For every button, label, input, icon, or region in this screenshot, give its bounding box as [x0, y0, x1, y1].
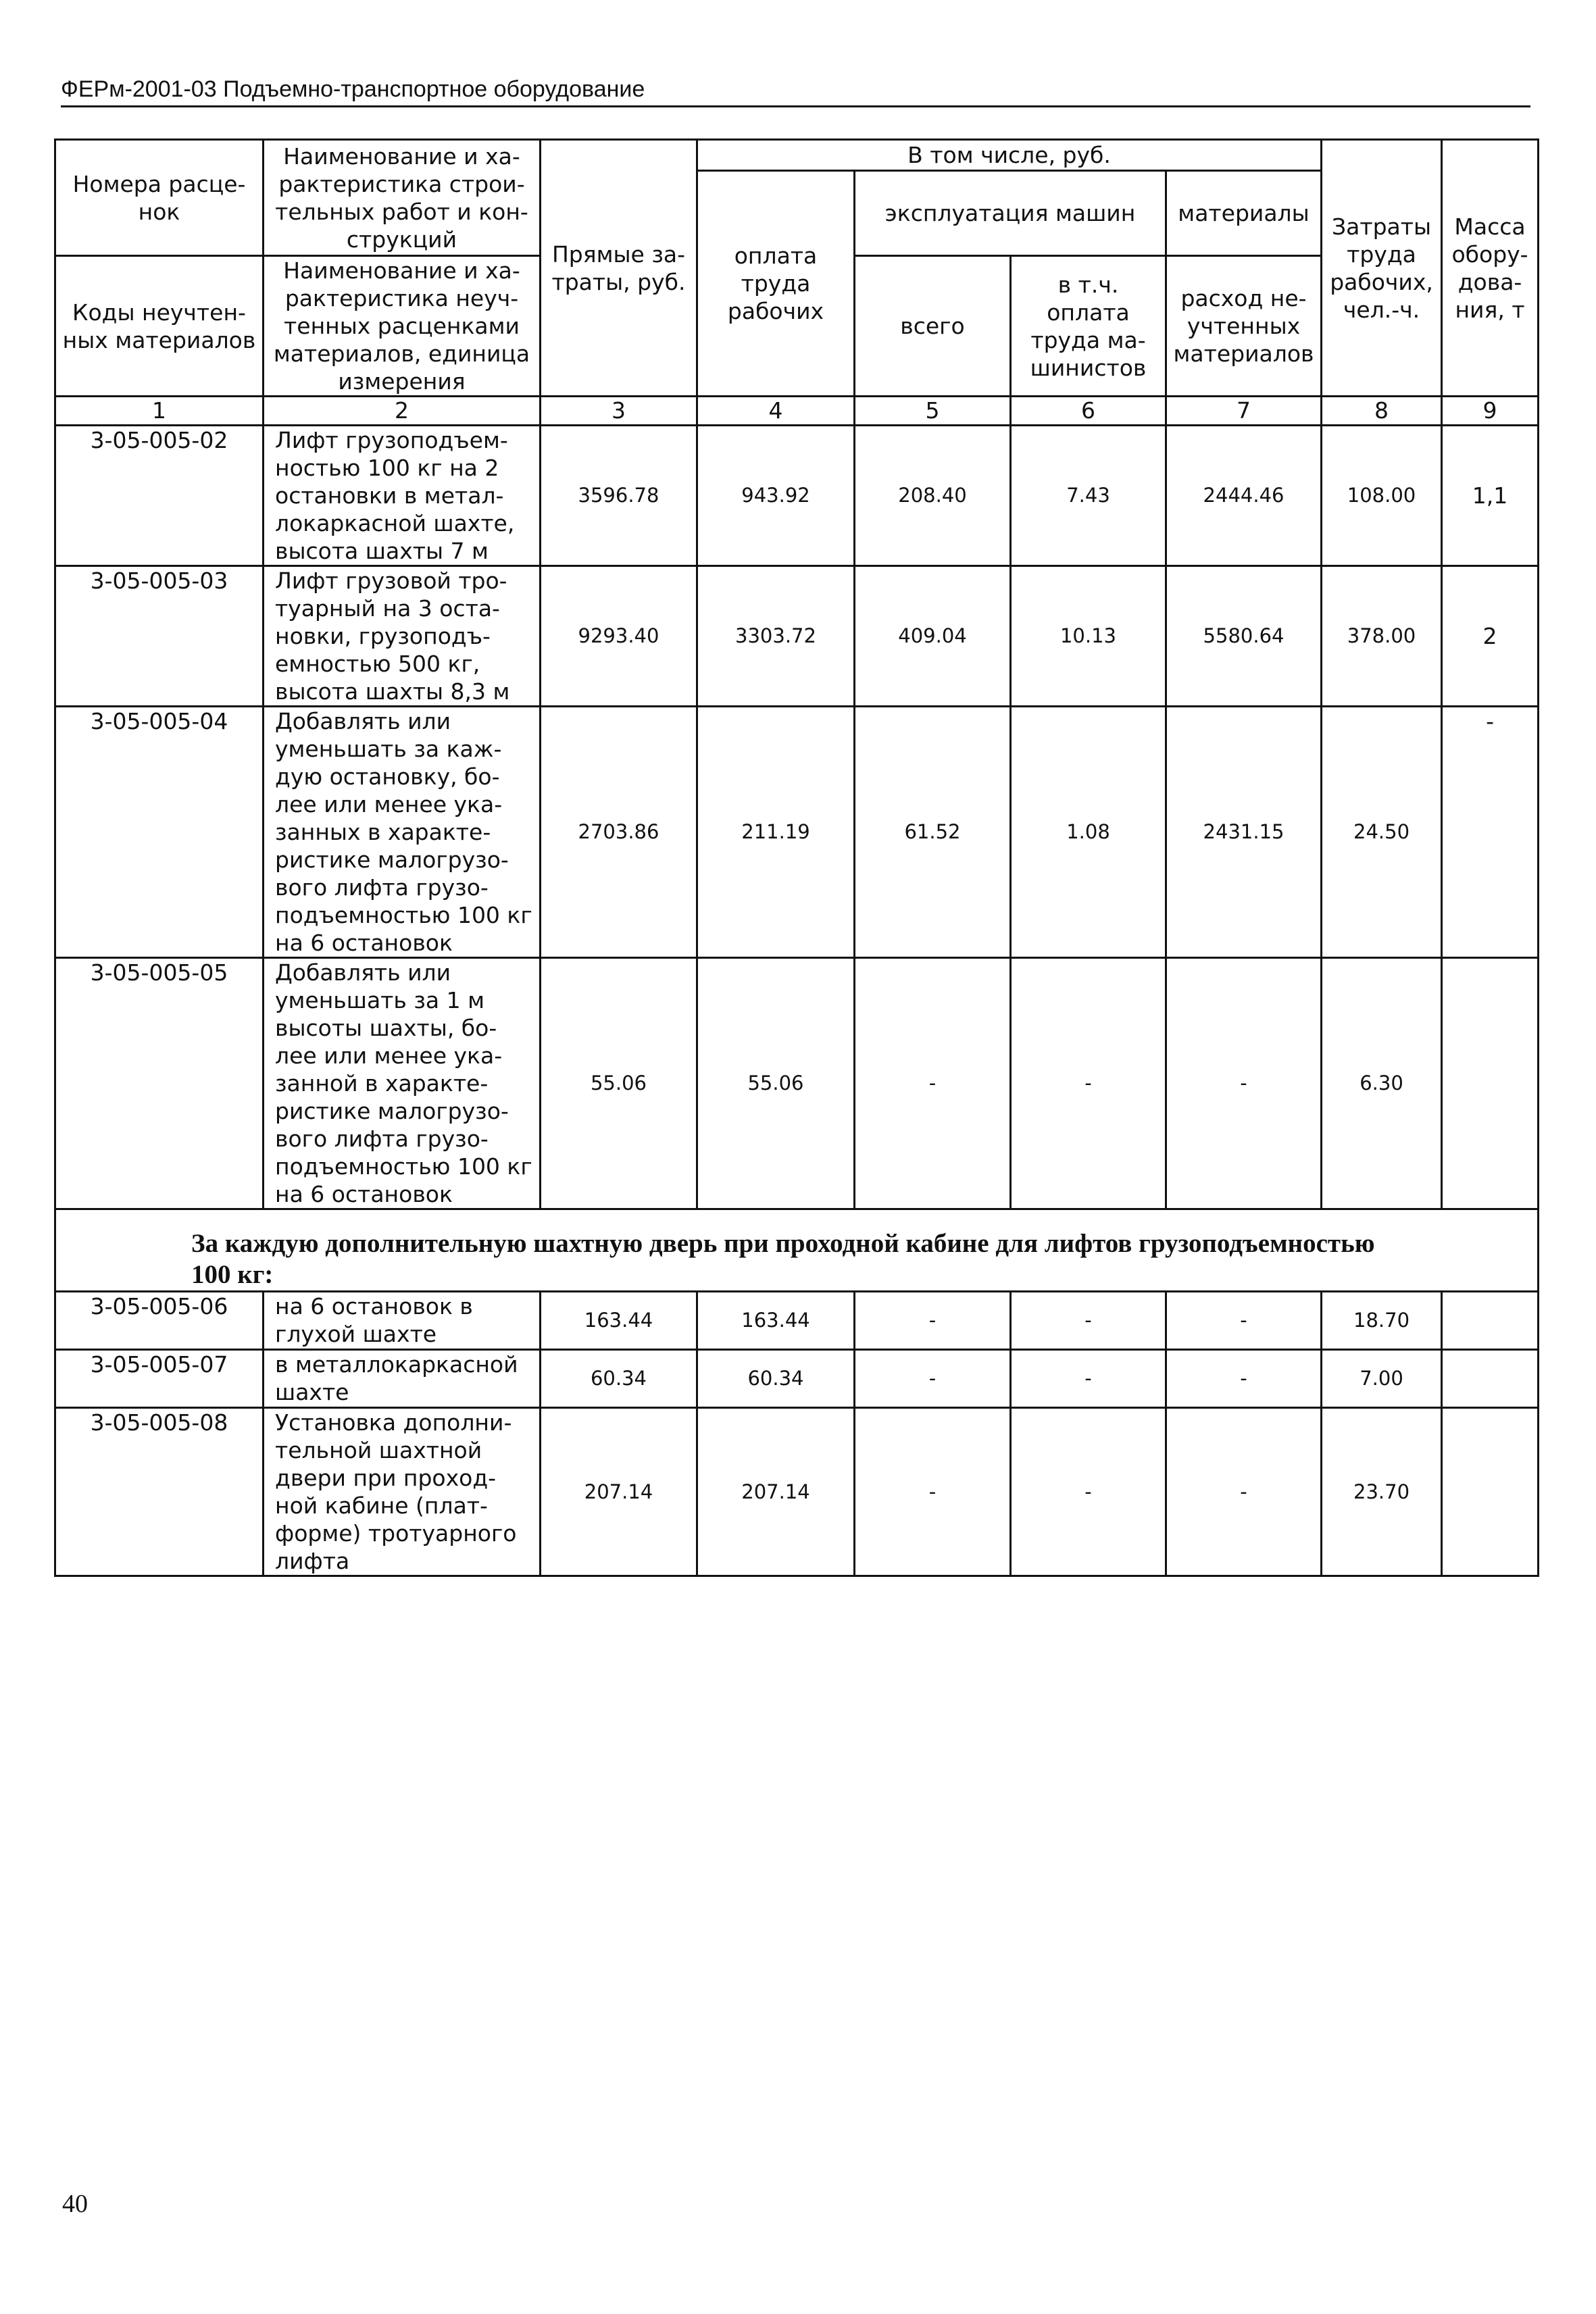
column-number: 3	[541, 397, 697, 426]
machinists-pay-value: 1.08	[1011, 707, 1166, 958]
direct-costs-value: 55.06	[541, 958, 697, 1209]
page-header	[61, 76, 1530, 107]
header-materials: материалы	[1166, 171, 1322, 256]
table-row	[55, 1408, 1539, 1576]
header-machine-operation: эксплуатация машин	[855, 171, 1166, 256]
column-number: 8	[1322, 397, 1442, 426]
worker-pay-value: 943.92	[697, 426, 855, 566]
mass-value	[1442, 1292, 1539, 1350]
header-rate-numbers: Номера расце-нок	[55, 140, 264, 256]
document-title: ФЕРм-2001-03 Подъемно-транспортное оборудование	[61, 76, 645, 102]
rates-table	[54, 139, 1539, 1577]
rate-code: 3-05-005-05	[55, 958, 264, 1209]
mass-value	[1442, 1350, 1539, 1408]
header-unaccounted-materials: расход не-учтенных материалов	[1166, 256, 1322, 397]
table-row	[55, 426, 1539, 566]
column-number: 4	[697, 397, 855, 426]
machines-total-value: -	[855, 1292, 1011, 1350]
column-number: 6	[1011, 397, 1166, 426]
machinists-pay-value: -	[1011, 1292, 1166, 1350]
machines-total-value: 409.04	[855, 566, 1011, 707]
machines-total-value: -	[855, 1350, 1011, 1408]
materials-value: 2431.15	[1166, 707, 1322, 958]
header-worker-pay: оплата труда рабочих	[697, 171, 855, 397]
table-row	[55, 1292, 1539, 1350]
worker-pay-value: 3303.72	[697, 566, 855, 707]
column-number: 2	[264, 397, 541, 426]
work-description: Добавлять или уменьшать за 1 м высоты шахты, бо-лее или менее ука-занной в характе-ристике малогрузо-вого лифта грузо-подъемностью 100 кг на 6 остановок	[264, 958, 541, 1209]
machinists-pay-value: -	[1011, 958, 1166, 1209]
labor-hours-value: 23.70	[1322, 1408, 1442, 1576]
direct-costs-value: 3596.78	[541, 426, 697, 566]
section-heading	[55, 1209, 1539, 1292]
labor-hours-value: 108.00	[1322, 426, 1442, 566]
section-heading-line1: За каждую дополнительную шахтную дверь при проходной кабине для лифтов грузоподъемностью	[191, 1228, 1375, 1258]
work-description: Лифт грузовой тро-туарный на 3 оста-новки, грузоподъ-емностью 500 кг, высота шахты 8,3 м	[264, 566, 541, 707]
header-work-name: Наименование и ха-рактеристика строи-тельных работ и кон-струкций	[264, 140, 541, 256]
work-description: Добавлять или уменьшать за каж-дую остановку, бо-лее или менее ука-занных в характе-ристике малогрузо-вого лифта грузо-подъемностью 100 кг на 6 остановок	[264, 707, 541, 958]
mass-value: 2	[1442, 566, 1539, 707]
machines-total-value: 61.52	[855, 707, 1011, 958]
header-machinists-pay: в т.ч. оплата труда ма-шинистов	[1011, 256, 1166, 397]
worker-pay-value: 55.06	[697, 958, 855, 1209]
mass-value	[1442, 958, 1539, 1209]
page-number: 40	[62, 2190, 88, 2218]
header-labor-hours: Затраты труда рабочих, чел.-ч.	[1322, 140, 1442, 397]
materials-value: -	[1166, 1350, 1322, 1408]
rate-code: 3-05-005-03	[55, 566, 264, 707]
header-material-name: Наименование и ха-рактеристика неуч-тенных расценками материалов, единица измерения	[264, 256, 541, 397]
labor-hours-value: 24.50	[1322, 707, 1442, 958]
mass-value: 1,1	[1442, 426, 1539, 566]
worker-pay-value: 207.14	[697, 1408, 855, 1576]
labor-hours-value: 378.00	[1322, 566, 1442, 707]
materials-value: -	[1166, 1408, 1322, 1576]
header-including-group: В том числе, руб.	[697, 140, 1322, 171]
table-row	[55, 1350, 1539, 1408]
work-description: Установка дополни-тельной шахтной двери при проход-ной кабине (плат-форме) тротуарного лифта	[264, 1408, 541, 1576]
column-number: 7	[1166, 397, 1322, 426]
column-numbers-row	[55, 397, 1539, 426]
column-number: 1	[55, 397, 264, 426]
column-number: 9	[1442, 397, 1539, 426]
section-heading-line2: 100 кг:	[191, 1259, 274, 1289]
machinists-pay-value: -	[1011, 1408, 1166, 1576]
machines-total-value: -	[855, 958, 1011, 1209]
direct-costs-value: 2703.86	[541, 707, 697, 958]
machinists-pay-value: 10.13	[1011, 566, 1166, 707]
header-machines-total: всего	[855, 256, 1011, 397]
table-row	[55, 707, 1539, 958]
machinists-pay-value: 7.43	[1011, 426, 1166, 566]
direct-costs-value: 163.44	[541, 1292, 697, 1350]
header-direct-costs: Прямые за-траты, руб.	[541, 140, 697, 397]
header-row-1	[55, 140, 1539, 171]
materials-value: -	[1166, 1292, 1322, 1350]
rate-code: 3-05-005-08	[55, 1408, 264, 1576]
table-row	[55, 566, 1539, 707]
worker-pay-value: 60.34	[697, 1350, 855, 1408]
worker-pay-value: 211.19	[697, 707, 855, 958]
rate-code: 3-05-005-04	[55, 707, 264, 958]
rate-code: 3-05-005-06	[55, 1292, 264, 1350]
labor-hours-value: 18.70	[1322, 1292, 1442, 1350]
materials-value: 5580.64	[1166, 566, 1322, 707]
labor-hours-value: 7.00	[1322, 1350, 1442, 1408]
header-material-codes: Коды неучтен-ных материалов	[55, 256, 264, 397]
section-row	[55, 1209, 1539, 1292]
table-row	[55, 958, 1539, 1209]
machines-total-value: -	[855, 1408, 1011, 1576]
column-number: 5	[855, 397, 1011, 426]
work-description: Лифт грузоподъем-ностью 100 кг на 2 остановки в метал-локаркасной шахте, высота шахты 7 м	[264, 426, 541, 566]
labor-hours-value: 6.30	[1322, 958, 1442, 1209]
materials-value: -	[1166, 958, 1322, 1209]
machinists-pay-value: -	[1011, 1350, 1166, 1408]
header-equipment-mass: Масса обору-дова-ния, т	[1442, 140, 1539, 397]
direct-costs-value: 60.34	[541, 1350, 697, 1408]
work-description: на 6 остановок в глухой шахте	[264, 1292, 541, 1350]
mass-value: -	[1442, 707, 1539, 958]
direct-costs-value: 207.14	[541, 1408, 697, 1576]
machines-total-value: 208.40	[855, 426, 1011, 566]
direct-costs-value: 9293.40	[541, 566, 697, 707]
rate-code: 3-05-005-07	[55, 1350, 264, 1408]
worker-pay-value: 163.44	[697, 1292, 855, 1350]
materials-value: 2444.46	[1166, 426, 1322, 566]
mass-value	[1442, 1408, 1539, 1576]
rate-code: 3-05-005-02	[55, 426, 264, 566]
work-description: в металлокаркасной шахте	[264, 1350, 541, 1408]
